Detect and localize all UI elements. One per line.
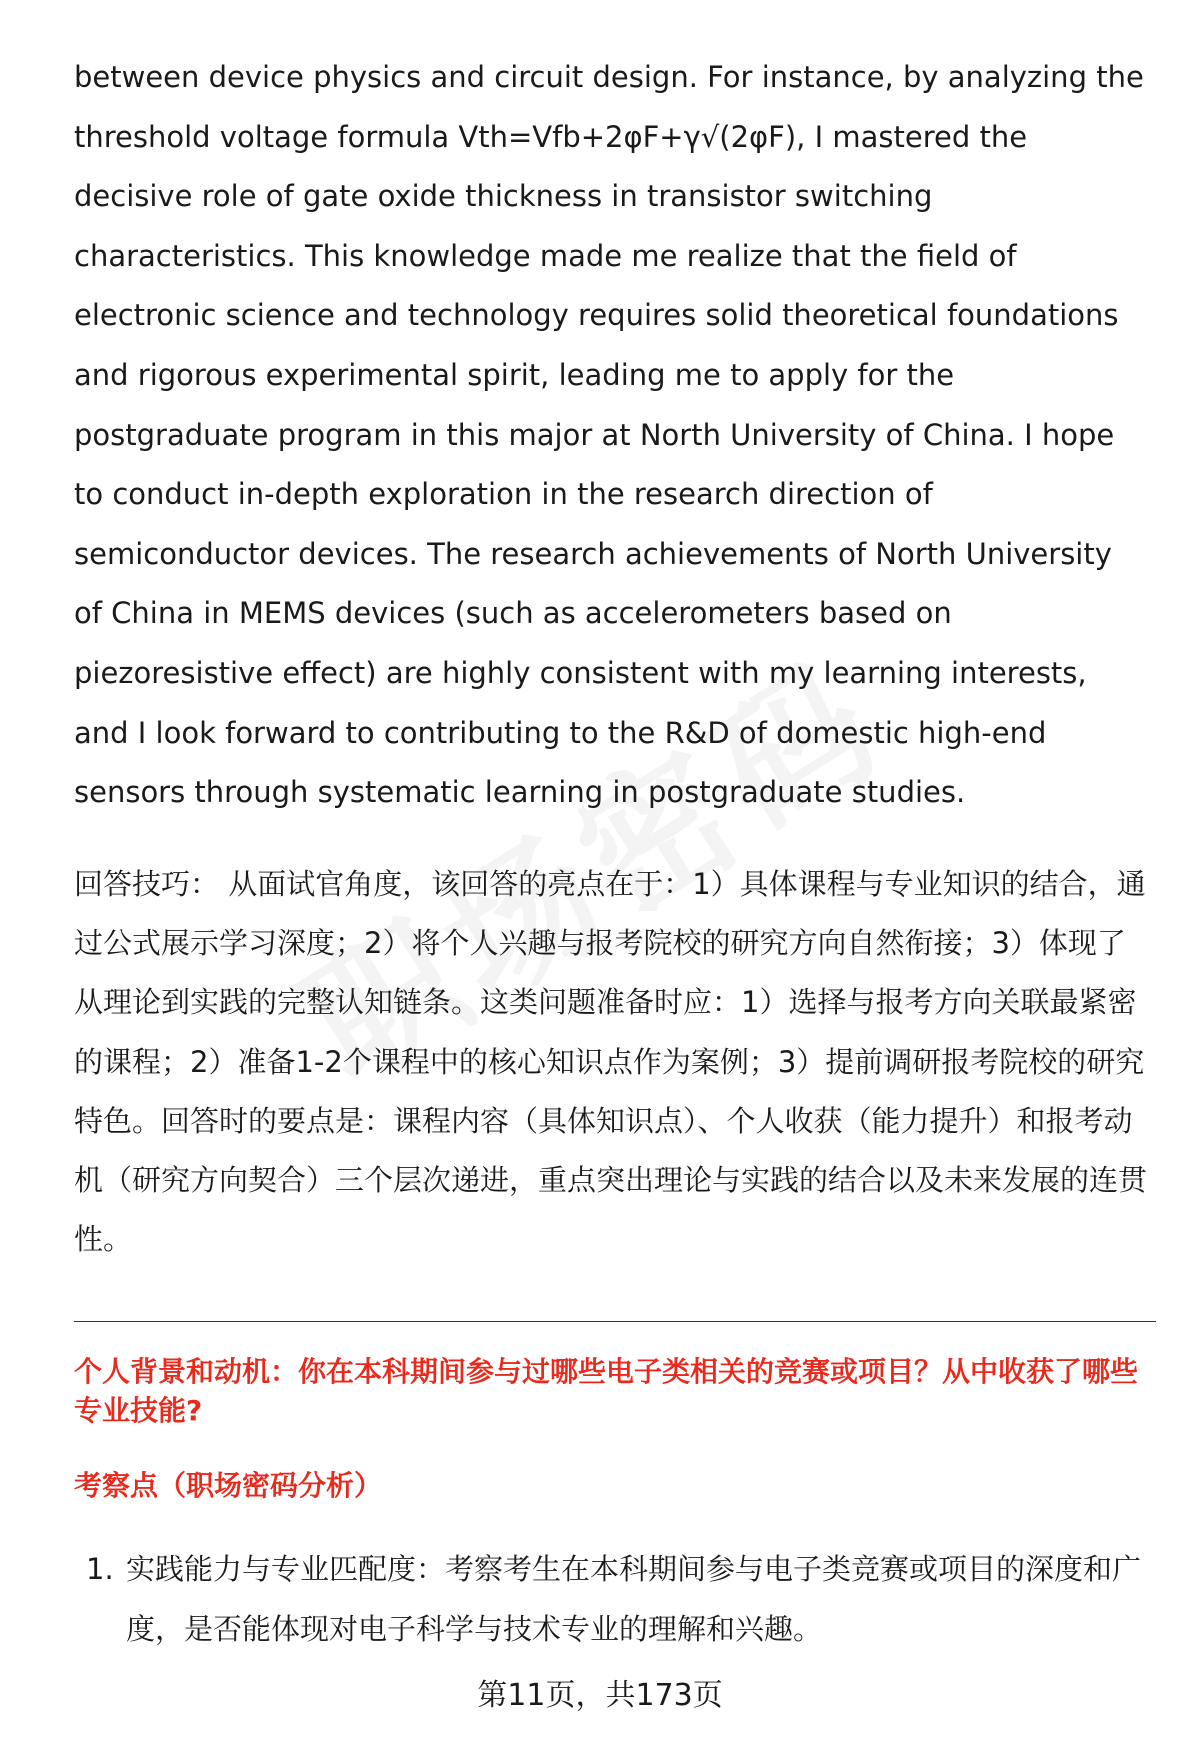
list-item-number: 1.	[86, 1552, 114, 1586]
page-footer: 第11页，共173页	[477, 1678, 723, 1713]
list-item-text: 实践能力与专业匹配度：考察考生在本科期间参与电子类竞赛或项目的深度和广度，是否能体现对电子科学与技术专业的理解和兴趣。	[126, 1552, 1142, 1646]
answer-tips-paragraph: 回答技巧： 从面试官角度，该回答的亮点在于：1）具体课程与专业知识的结合，通过公式展示学习深度；2）将个人兴趣与报考院校的研究方向自然衔接；3）体现了从理论到实践的完整认知链条。这类问题准备时应：1）选择与报考方向关联最紧密的课程；2）准备1-2个课程中的核心知识点作为案例；3）提前调研报考院校的研究特色。回答时的要点是：课程内容（具体知识点）、个人收获（能力提升）和报考动机（研究方向契合）三个层次递进，重点突出理论与实践的结合以及未来发展的连贯性。	[74, 867, 1148, 1257]
assessment-heading: 考察点（职场密码分析）	[74, 1469, 383, 1502]
section-divider	[74, 1321, 1156, 1322]
english-paragraph: between device physics and circuit design. For instance, by analyzing the threshold voltage formula Vth=Vfb+2φF+γ√(2φF), I mastered the decisive role of gate oxide thickness in transistor switching characteristics. This knowledge made me realize that the field of electronic science and technology requires solid theoretical foundations and rigorous experimental spirit, leading me to apply for the postgraduate program in this major at North University of China. I hope to conduct in-depth exploration in the research direction of semiconductor devices. The research achievements of North University of China in MEMS devices (such as accelerometers based on piezoresistive effect) are highly consistent with my learning interests, and I look forward to contributing to the R&D of domestic high-end sensors through systematic learning in postgraduate studies.	[74, 60, 1144, 810]
question-heading: 个人背景和动机：你在本科期间参与过哪些电子类相关的竞赛或项目？从中收获了哪些专业技能?	[74, 1355, 1139, 1427]
